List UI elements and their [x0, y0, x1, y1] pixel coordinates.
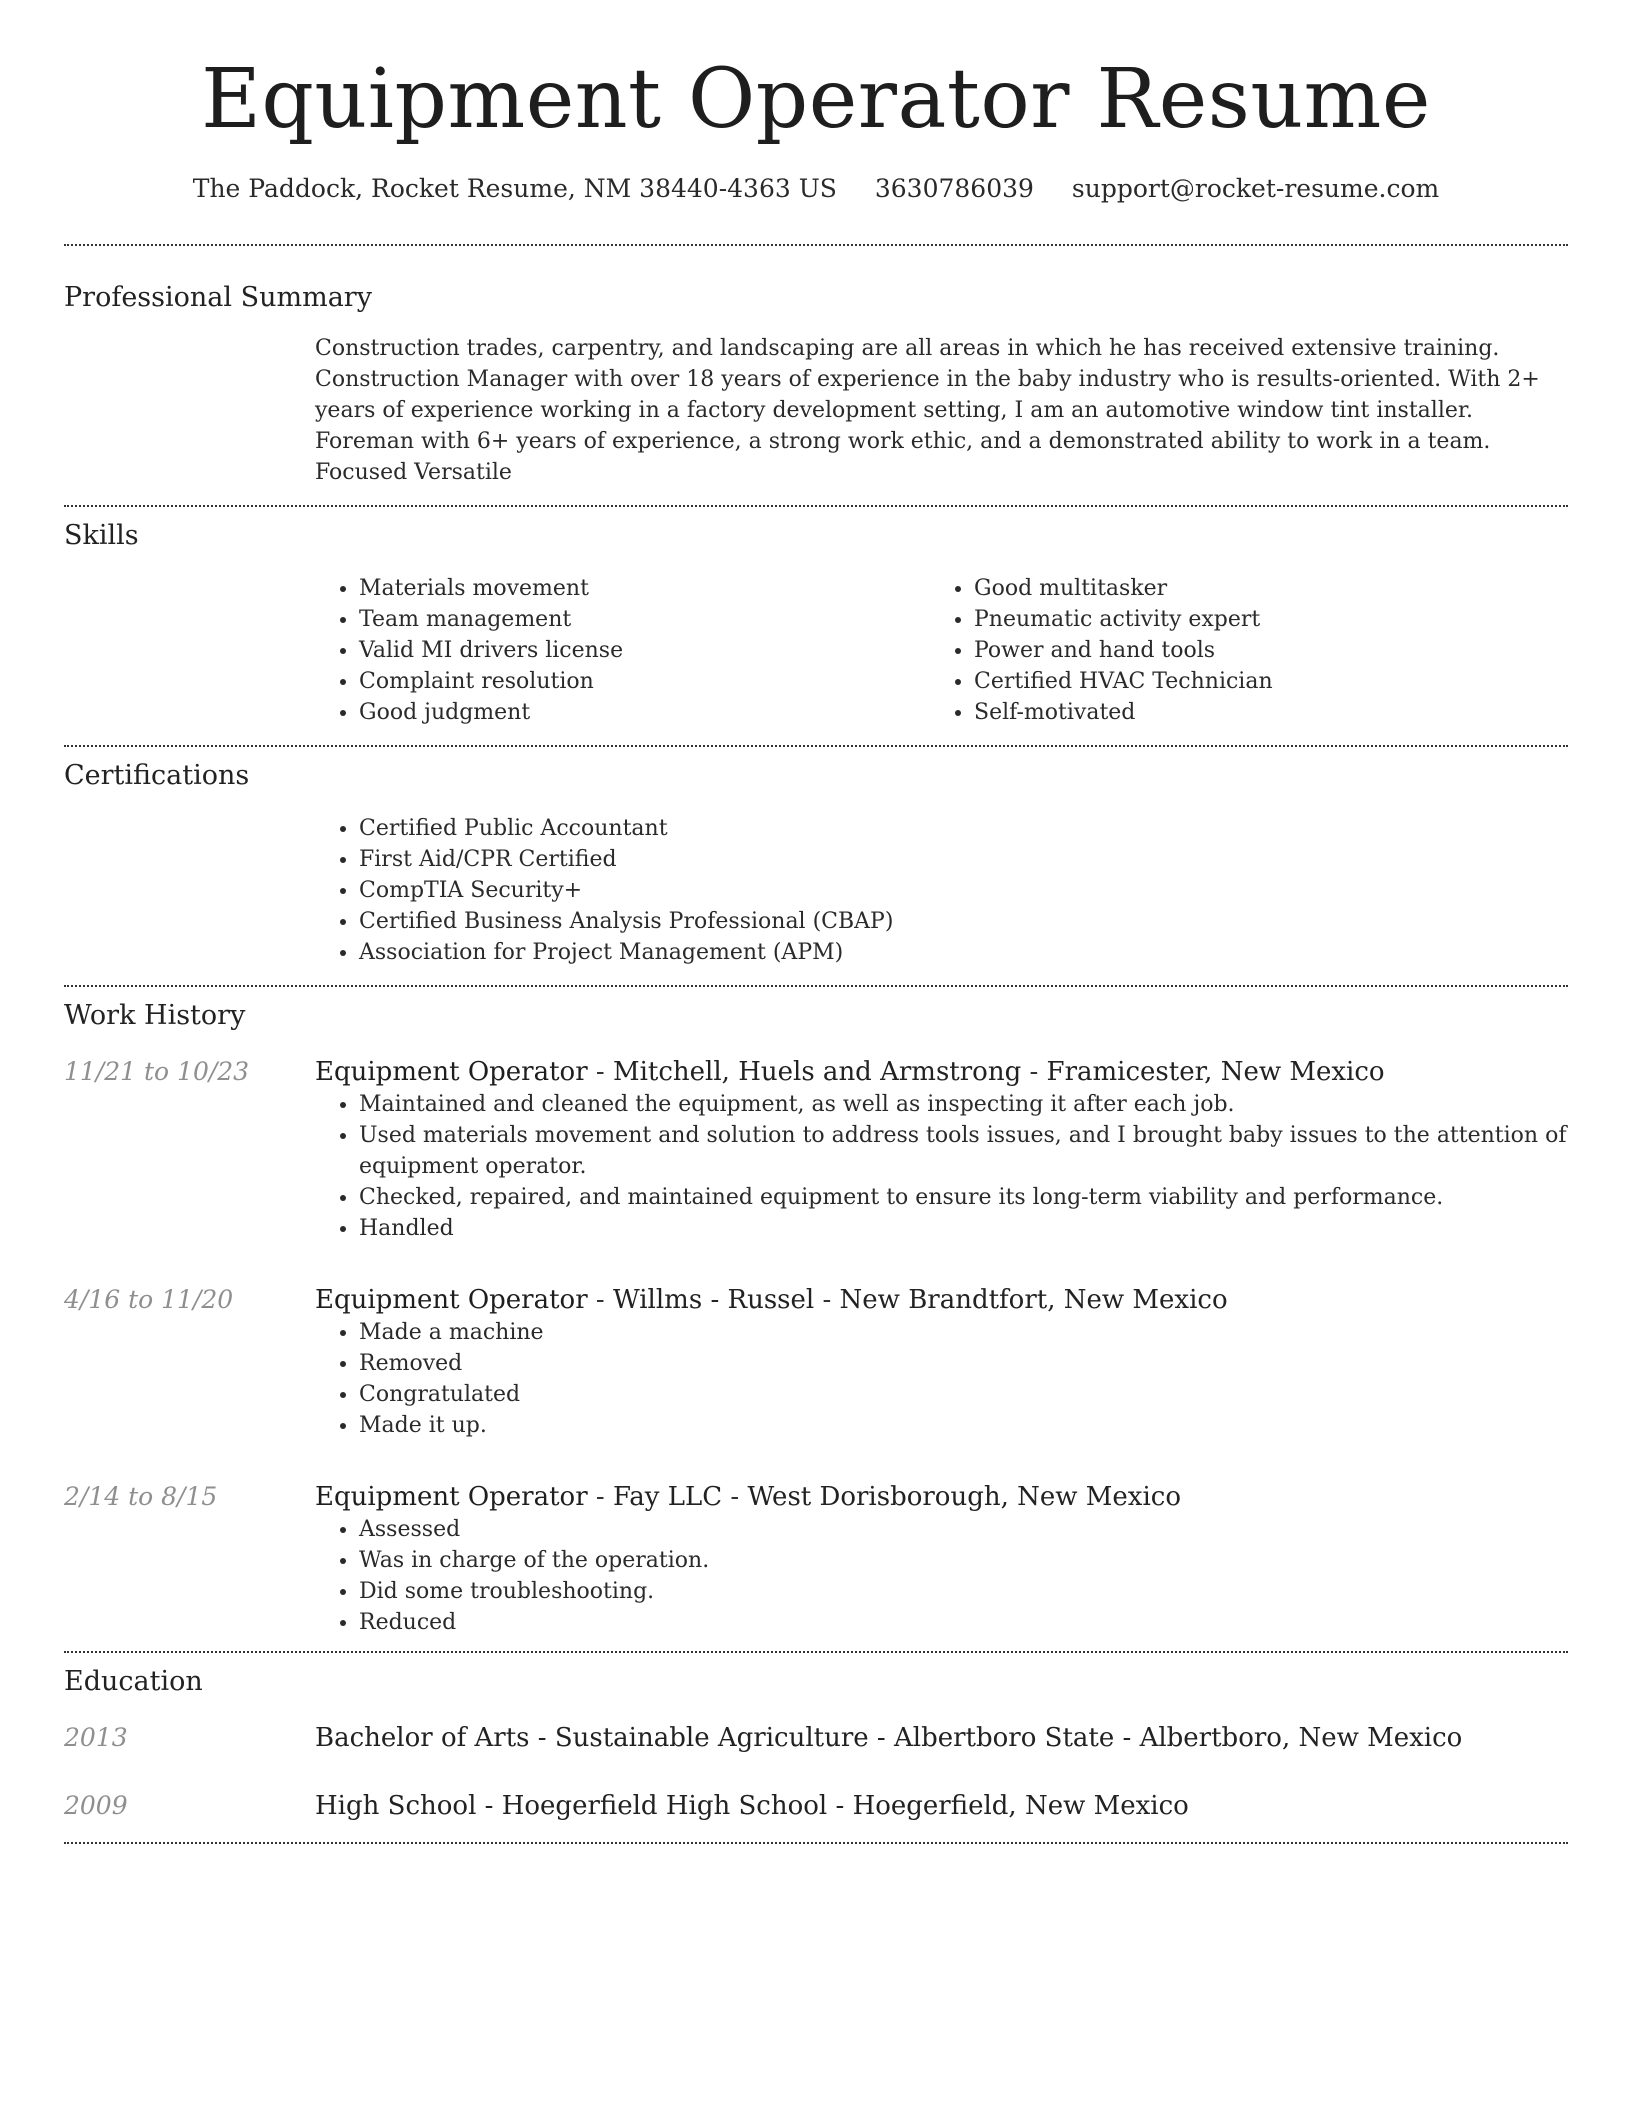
education-year: 2009	[64, 1791, 128, 1820]
separator: -	[595, 1482, 613, 1512]
job-body	[315, 1283, 1568, 1441]
summary-content	[315, 333, 1568, 488]
job-duty: • Assessed	[359, 1514, 1568, 1545]
skill-item: • Good multitasker	[974, 573, 1545, 604]
job-entry	[64, 1055, 1568, 1244]
certification-item: • CompTIA Security+	[359, 875, 1568, 906]
contact-line	[64, 172, 1568, 206]
separator: -	[1122, 1723, 1140, 1753]
certifications-heading: Certifications	[64, 760, 250, 791]
skills-grid	[315, 573, 1568, 728]
certification-item: • Certified Public Accountant	[359, 813, 1568, 844]
skills-section	[64, 507, 1568, 745]
education-degree: High School	[315, 1791, 477, 1821]
certifications-section	[64, 747, 1568, 985]
job-entry	[64, 1283, 1568, 1441]
job-company: Mitchell, Huels and Armstrong	[612, 1057, 1022, 1087]
skills-heading: Skills	[64, 520, 139, 551]
work-history-section	[64, 987, 1568, 1651]
separator: -	[1029, 1057, 1047, 1087]
skill-item: • Complaint resolution	[359, 666, 930, 697]
certifications-content	[315, 813, 1568, 968]
education-entry	[64, 1789, 1568, 1823]
certification-item: • First Aid/CPR Certified	[359, 844, 1568, 875]
education-heading: Education	[64, 1666, 203, 1697]
job-body	[315, 1055, 1568, 1244]
resume-title: Equipment Operator Resume	[201, 52, 1431, 147]
job-company: Fay LLC	[612, 1482, 723, 1512]
job-duty: • Maintained and cleaned the equipment, as well as inspecting it after each job.	[359, 1089, 1568, 1120]
summary-heading: Professional Summary	[64, 282, 372, 313]
education-location: Hoegerfield, New Mexico	[852, 1791, 1189, 1821]
job-duties-list	[315, 1317, 1568, 1441]
skills-list-left	[315, 573, 930, 728]
certification-item: • Certified Business Analysis Professional (CBAP)	[359, 906, 1568, 937]
skills-column-right	[930, 573, 1545, 728]
job-role: Equipment Operator	[315, 1057, 588, 1087]
separator: -	[730, 1482, 748, 1512]
education-school: Albertboro State	[893, 1723, 1115, 1753]
job-duty: • Made it up.	[359, 1410, 1568, 1441]
separator: -	[876, 1723, 894, 1753]
education-body	[315, 1789, 1189, 1823]
education-entry	[64, 1721, 1568, 1755]
job-role: Equipment Operator	[315, 1285, 588, 1315]
separator: -	[484, 1791, 502, 1821]
job-location: Framicester, New Mexico	[1046, 1057, 1385, 1087]
job-heading	[315, 1055, 1568, 1089]
job-duty: • Congratulated	[359, 1379, 1568, 1410]
job-entry	[64, 1480, 1568, 1638]
job-dates: 2/14 to 8/15	[64, 1482, 218, 1511]
summary-section	[64, 246, 1568, 505]
contact-phone: 3630786039	[874, 174, 1034, 203]
job-duties-list	[315, 1514, 1568, 1638]
separator: -	[595, 1285, 613, 1315]
job-duty: • Reduced	[359, 1607, 1568, 1638]
job-duty: • Checked, repaired, and maintained equipment to ensure its long-term viability and performance.	[359, 1182, 1568, 1213]
skill-item: • Good judgment	[359, 697, 930, 728]
contact-address: The Paddock, Rocket Resume, NM 38440-4363 US	[192, 174, 837, 203]
education-location: Albertboro, New Mexico	[1139, 1723, 1463, 1753]
skill-item: • Self-motivated	[974, 697, 1545, 728]
skills-list-right	[930, 573, 1545, 728]
skill-item: • Materials movement	[359, 573, 930, 604]
job-dates: 11/21 to 10/23	[64, 1057, 250, 1086]
skills-column-left	[315, 573, 930, 728]
job-duties-list	[315, 1089, 1568, 1244]
summary-text: Construction trades, carpentry, and landscaping are all areas in which he has received extensive training. Construction Manager with over 18 years of experience in the baby industry who is results-oriented. With 2+ years of experience working in a factory development setting, I am an automotive window tint installer. Foreman with 6+ years of experience, a strong work ethic, and a demonstrated ability to work in a team. Focused Versatile	[315, 336, 1540, 485]
job-location: West Dorisborough, New Mexico	[747, 1482, 1181, 1512]
skill-item: • Team management	[359, 604, 930, 635]
job-duty: • Removed	[359, 1348, 1568, 1379]
education-field: Sustainable Agriculture	[554, 1723, 869, 1753]
certifications-list	[315, 813, 1568, 968]
job-company: Willms - Russel	[612, 1285, 815, 1315]
education-body	[315, 1721, 1462, 1755]
education-degree: Bachelor of Arts	[315, 1723, 530, 1753]
job-duty: • Did some troubleshooting.	[359, 1576, 1568, 1607]
job-role: Equipment Operator	[315, 1482, 588, 1512]
job-dates: 4/16 to 11/20	[64, 1285, 234, 1314]
job-location: New Brandtfort, New Mexico	[839, 1285, 1228, 1315]
skill-item: • Power and hand tools	[974, 635, 1545, 666]
job-body	[315, 1480, 1568, 1638]
skill-item: • Certified HVAC Technician	[974, 666, 1545, 697]
job-duty: • Was in charge of the operation.	[359, 1545, 1568, 1576]
separator: -	[822, 1285, 840, 1315]
skill-item: • Valid MI drivers license	[359, 635, 930, 666]
education-school: Hoegerfield High School	[501, 1791, 828, 1821]
education-year: 2013	[64, 1723, 128, 1752]
work-history-heading: Work History	[64, 1000, 246, 1031]
job-heading	[315, 1283, 1568, 1317]
job-heading	[315, 1480, 1568, 1514]
job-duty: • Handled	[359, 1213, 1568, 1244]
divider	[64, 1842, 1568, 1844]
job-duty: • Used materials movement and solution to address tools issues, and I brought baby issues to the attention of equipment operator.	[359, 1120, 1568, 1182]
separator: -	[835, 1791, 853, 1821]
skill-item: • Pneumatic activity expert	[974, 604, 1545, 635]
contact-email: support@rocket-resume.com	[1071, 174, 1440, 203]
separator: -	[537, 1723, 555, 1753]
separator: -	[595, 1057, 613, 1087]
education-section	[64, 1653, 1568, 1842]
certification-item: • Association for Project Management (APM)	[359, 937, 1568, 968]
job-duty: • Made a machine	[359, 1317, 1568, 1348]
